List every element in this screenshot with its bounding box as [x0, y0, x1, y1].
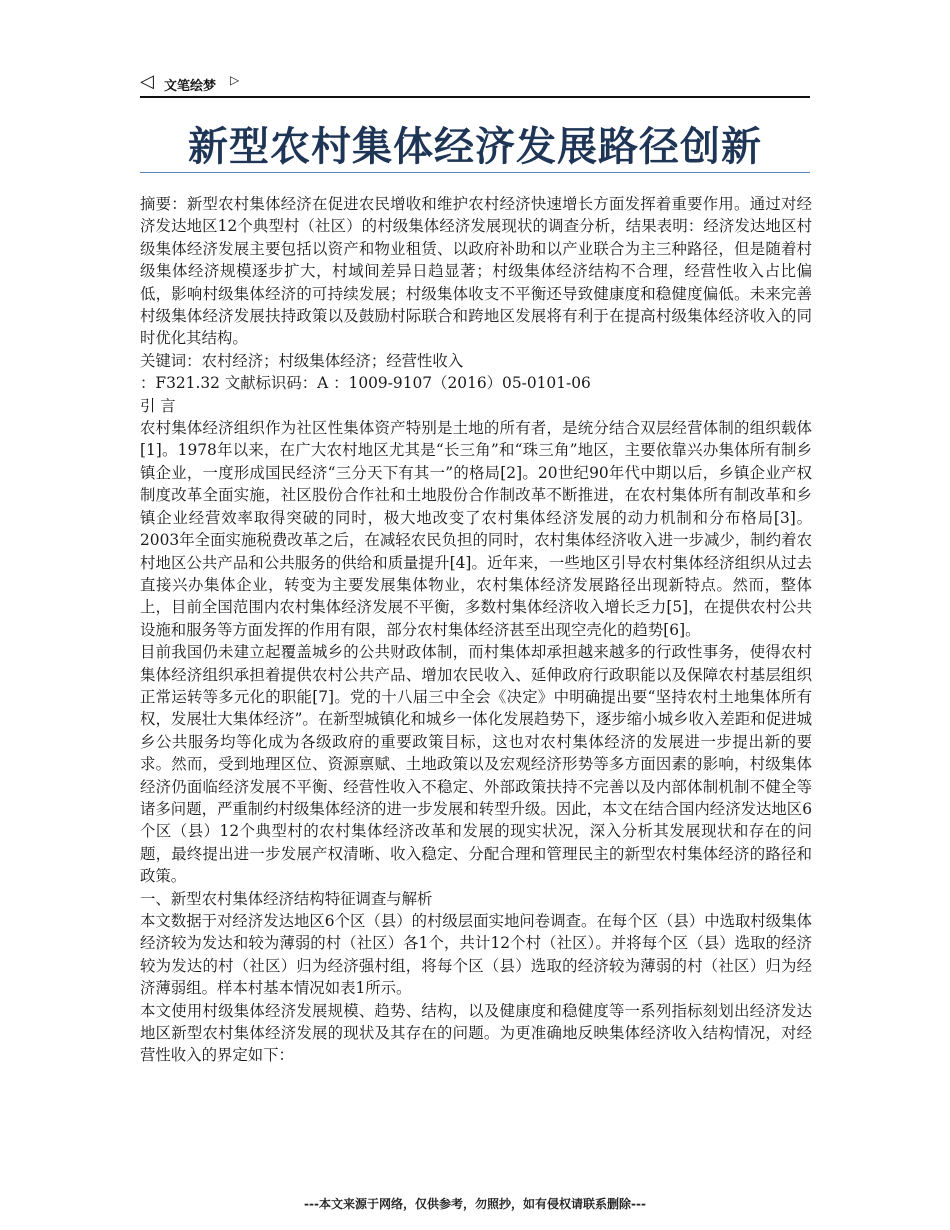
body-paragraph: 目前我国仍未建立起覆盖城乡的公共财政体制，而村集体却承担越来越多的行政性事务，使得农村集体经济组织承担着提供农村公共产品、增加农民收入、延伸政府行政职能以及保障农村基层组织正常运转等多元化的职能[7]。党的十八届三中全会《决定》中明确提出要“坚持农村土地集体所有权，发展壮大集体经济”。在新型城镇化和城乡一体化发展趋势下，逐步缩小城乡收入差距和促进城乡公共服务均等化成为各级政府的重要政策目标，这也对农村集体经济的发展进一步提出新的要求。然而，受到地理区位、资源禀赋、土地政策以及宏观经济形势等多方面因素的影响，村级集体经济仍面临经济发展不平衡、经营性收入不稳定、外部政策扶持不完善以及内部体制机制不健全等诸多问题，严重制约村级集体经济的进一步发展和转型升级。因此，本文在结合国内经济发达地区6个区（县）12个典型村的农村集体经济改革和发展的现实状况，深入分析其发展现状和存在的问题，最终提出进一步发展产权清晰、收入稳定、分配合理和管理民主的新型农村集体经济的路径和政策。 — [140, 643, 812, 886]
abstract-paragraph: 摘要：新型农村集体经济在促进农民增收和维护农村经济快速增长方面发挥着重要作用。通过对经济发达地区12个典型村（社区）的村级集体经济发展现状的调查分析，结果表明：经济发达地区村级集体经济发展主要包括以资产和物业租赁、以政府补助和以产业联合为主三种路径，但是随着村级集体经济规模逐步扩大，村域间差异日趋显著；村级集体经济结构不合理，经营性收入占比偏低，影响村级集体经济的可持续发展；村级集体收支不平衡还导致健康度和稳健度偏低。未来完善村级集体经济发展扶持政策以及鼓励村际联合和跨地区发展将有利于在提高村级集体经济收入的同时优化其结构。 — [140, 195, 812, 348]
body-paragraph: 农村集体经济组织作为社区性集体资产特别是土地的所有者，是统分结合双层经营体制的组织载体[1]。1978年以来，在广大农村地区尤其是“长三角”和“珠三角”地区，主要依靠兴办集体所有制乡镇企业，一度形成国民经济“三分天下有其一”的格局[2]。20世纪90年代中期以后，乡镇企业产权制度改革全面实施，社区股份合作社和土地股份合作制改革不断推进，在农村集体所有制改革和乡镇企业经营效率取得突破的同时，极大地改变了农村集体经济发展的动力机制和分布格局[3]。2003年全面实施税费改革之后，在减轻农民负担的同时，农村集体经济收入进一步减少，制约着农村地区公共产品和公共服务的供给和质量提升[4]。近年来，一些地区引导农村集体经济组织从过去直接兴办集体企业，转变为主要发展集体物业，农村集体经济发展路径出现新特点。然而，整体上，目前全国范围内农村集体经济发展不平衡，多数村集体经济收入增长乏力[5]，在提供农村公共设施和服务等方面发挥的作用有限，部分农村集体经济甚至出现空壳化的趋势[6]。 — [140, 419, 812, 639]
keywords-line: 关键词：农村经济；村级集体经济；经营性收入 — [140, 351, 464, 370]
section-heading-1: 一、新型农村集体经济结构特征调查与解析 — [140, 889, 433, 908]
section-heading-introduction: 引 言 — [140, 396, 176, 415]
right-arrow-icon: ▷ — [230, 73, 240, 87]
header-bar — [140, 70, 810, 98]
title-divider — [140, 172, 810, 173]
document-title: 新型农村集体经济发展路径创新 — [188, 124, 762, 170]
document-body — [140, 193, 812, 1067]
body-paragraph: 本文使用村级集体经济发展规模、趋势、结构，以及健康度和稳健度等一系列指标刻划出经济发达地区新型农村集体经济发展的现状及其存在的问题。为更准确地反映集体经济收入结构情况，对经营性收入的界定如下： — [140, 1001, 812, 1065]
header-brand: 文笔绘梦 — [164, 79, 217, 94]
classification-line: ：F321.32 文献标识码：A ：1009-9107（2016）05-0101-06 — [140, 374, 591, 393]
left-arrow-icon: ◁ — [140, 71, 154, 92]
footer-disclaimer: ---本文来源于网络，仅供参考，勿照抄，如有侵权请联系删除--- — [304, 1197, 646, 1211]
body-paragraph: 本文数据于对经济发达地区6个区（县）的村级层面实地问卷调查。在每个区（县）中选取村级集体经济较为发达和较为薄弱的村（社区）各1个，共计12个村（社区）。并将每个区（县）选取的经济较为发达的村（社区）归为经济强村组，将每个区（县）选取的经济较为薄弱的村（社区）归为经济薄弱组。样本村基本情况如表1所示。 — [140, 912, 812, 998]
